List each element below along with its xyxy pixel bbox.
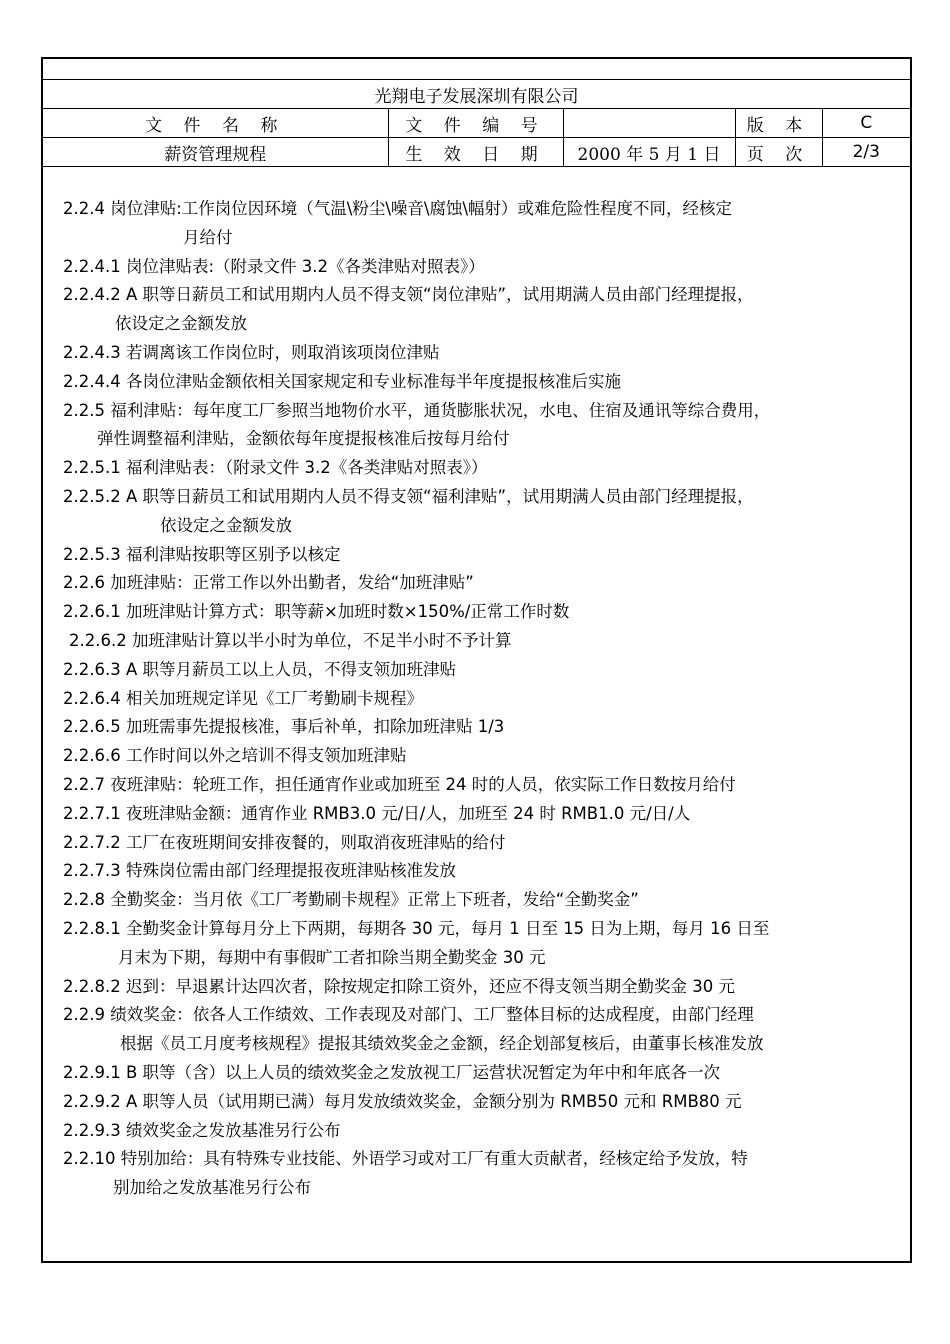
para-2-2-9-cont: 根据《员工月度考核规程》提报其绩效奖金之金额，经企划部复核后，由董事长核准发放	[120, 1034, 764, 1054]
para-2-2-10: 2.2.10 特别加给：具有特殊专业技能、外语学习或对工厂有重大贡献者，经核定给予发放，特	[63, 1149, 748, 1169]
para-2-2-6-3: 2.2.6.3 A 职等月薪员工以上人员，不得支领加班津贴	[63, 659, 457, 679]
para-2-2-5-3: 2.2.5.3 福利津贴按职等区别予以核定	[63, 544, 341, 564]
para-2-2-9-2: 2.2.9.2 A 职等人员（试用期已满）每月发放绩效奖金，金额分别为 RMB50 元和 RMB80 元	[63, 1091, 742, 1111]
effective-date-label: 生 效 日 期	[388, 138, 563, 167]
para-2-2-4-2: 2.2.4.2 A 职等日薪员工和试用期内人员不得支领“岗位津贴”，试用期满人员由部门经理提报，	[63, 285, 754, 305]
para-2-2-5-2: 2.2.5.2 A 职等日薪员工和试用期内人员不得支领“福利津贴”，试用期满人员由部门经理提报，	[63, 486, 754, 506]
para-2-2-4-cont: 月给付	[183, 227, 233, 247]
para-2-2-9-1: 2.2.9.1 B 职等（含）以上人员的绩效奖金之发放视工厂运营状况暂定为年中和年底各一次	[63, 1062, 721, 1082]
para-2-2-7: 2.2.7 夜班津贴：轮班工作，担任通宵作业或加班至 24 时的人员，依实际工作日数按月给付	[63, 774, 736, 794]
document-body	[63, 195, 893, 1203]
para-2-2-8: 2.2.8 全勤奖金：当月依《工厂考勤刷卡规程》正常上下班者，发给“全勤奖金”	[63, 890, 639, 910]
para-2-2-7-2: 2.2.7.2 工厂在夜班期间安排夜餐的，则取消夜班津贴的给付	[63, 832, 506, 852]
doc-no-value	[563, 109, 735, 138]
doc-no-label: 文 件 编 号	[388, 109, 563, 138]
doc-name-value: 薪资管理规程	[43, 138, 388, 167]
para-2-2-6-6: 2.2.6.6 工作时间以外之培训不得支领加班津贴	[63, 746, 407, 766]
para-2-2-9-3: 2.2.9.3 绩效奖金之发放基准另行公布	[63, 1120, 341, 1140]
para-2-2-8-1-cont: 月末为下期，每期中有事假旷工者扣除当期全勤奖金 30 元	[118, 947, 546, 967]
page-label: 页 次	[735, 138, 822, 167]
para-2-2-5-1: 2.2.5.1 福利津贴表：（附录文件 3.2《各类津贴对照表》）	[63, 458, 488, 478]
para-2-2-9: 2.2.9 绩效奖金：依各人工作绩效、工作表现及对部门、工厂整体目标的达成程度，由部门经理	[63, 1005, 754, 1025]
effective-date-value: 2000 年 5 月 1 日	[563, 138, 735, 167]
document-header-table	[43, 79, 910, 167]
para-2-2-4-2-cont: 依设定之金额发放	[115, 314, 247, 334]
para-2-2-6-1: 2.2.6.1 加班津贴计算方式：职等薪×加班时数×150%/正常工作时数	[63, 602, 570, 622]
document-frame	[41, 57, 912, 1263]
para-2-2-10-cont: 别加给之发放基准另行公布	[113, 1178, 311, 1198]
para-2-2-5: 2.2.5 福利津贴：每年度工厂参照当地物价水平，通货膨胀状况，水电、住宿及通讯等综合费用，	[63, 400, 771, 420]
doc-name-label: 文 件 名 称	[43, 109, 388, 138]
para-2-2-7-3: 2.2.7.3 特殊岗位需由部门经理提报夜班津贴核准发放	[63, 861, 456, 881]
para-2-2-7-1: 2.2.7.1 夜班津贴金额：通宵作业 RMB3.0 元/日/人，加班至 24 时 RMB1.0 元/日/人	[63, 803, 691, 823]
para-2-2-4-3: 2.2.4.3 若调离该工作岗位时，则取消该项岗位津贴	[63, 342, 440, 362]
para-2-2-5-2-cont: 依设定之金额发放	[160, 515, 292, 535]
company-name: 光翔电子发展深圳有限公司	[43, 80, 910, 109]
para-2-2-6-5: 2.2.6.5 加班需事先提报核准，事后补单，扣除加班津贴 1/3	[63, 717, 505, 737]
para-2-2-4-1: 2.2.4.1 岗位津贴表:（附录文件 3.2《各类津贴对照表》）	[63, 256, 485, 276]
page-value: 2/3	[822, 138, 910, 167]
para-2-2-4-4: 2.2.4.4 各岗位津贴金额依相关国家规定和专业标准每半年度提报核准后实施	[63, 371, 621, 391]
version-label: 版 本	[735, 109, 822, 138]
version-value: C	[822, 109, 910, 138]
para-2-2-6: 2.2.6 加班津贴：正常工作以外出勤者，发给“加班津贴”	[63, 573, 474, 593]
para-2-2-4: 2.2.4 岗位津贴:工作岗位因环境（气温\粉尘\噪音\腐蚀\幅射）或难危险性程度不同，经核定	[63, 199, 733, 218]
para-2-2-5-cont: 弹性调整福利津贴，金额依每年度提报核准后按每月给付	[97, 429, 510, 449]
para-2-2-8-1: 2.2.8.1 全勤奖金计算每月分上下两期，每期各 30 元，每月 1 日至 15 日为上期，每月 16 日至	[63, 918, 770, 938]
para-2-2-6-4: 2.2.6.4 相关加班规定详见《工厂考勤刷卡规程》	[63, 688, 423, 708]
para-2-2-8-2: 2.2.8.2 迟到：早退累计达四次者，除按规定扣除工资外，还应不得支领当期全勤奖金 30 元	[63, 976, 735, 996]
para-2-2-6-2: 2.2.6.2 加班津贴计算以半小时为单位，不足半小时不予计算	[69, 630, 512, 650]
